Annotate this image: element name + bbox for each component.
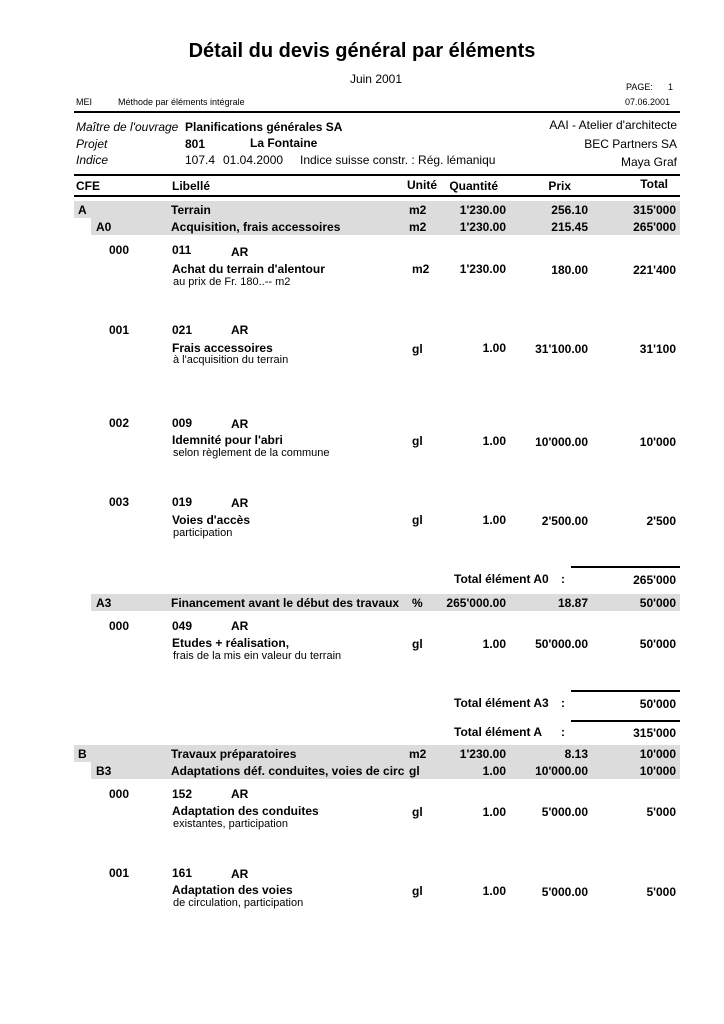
row-total: 315'000: [633, 203, 676, 217]
item-number: 003: [109, 495, 130, 509]
item-cfc: 011: [172, 243, 192, 257]
item-cfc: 152: [172, 787, 193, 801]
item-qty: 1'230.00: [459, 262, 506, 276]
item-qty: 1.00: [482, 341, 506, 355]
row-unit: gl: [409, 764, 420, 778]
page-label: PAGE:: [626, 82, 653, 92]
col-total: Total: [640, 177, 668, 191]
total-rule: [571, 690, 680, 692]
item-number: 001: [109, 866, 130, 880]
item-title: Adaptation des voies: [172, 883, 293, 897]
col-prix: Prix: [548, 179, 571, 193]
row-qty: 1'230.00: [459, 220, 506, 234]
index-desc: Indice suisse constr. : Rég. lémaniqu: [300, 153, 496, 167]
project-rule: [74, 174, 680, 176]
item-price: 10'000.00: [535, 435, 588, 449]
item-desc: frais de la mis ein valeur du terrain: [173, 650, 342, 662]
row-qty: 1.00: [482, 764, 506, 778]
item-price: 50'000.00: [535, 637, 588, 651]
item-number: 000: [109, 619, 130, 633]
item-total: 31'100: [639, 342, 676, 356]
item-qty: 1.00: [482, 637, 506, 651]
item-title: Frais accessoires: [172, 341, 273, 355]
item-flag: AR: [231, 245, 249, 259]
item-flag: AR: [231, 787, 249, 801]
item-total: 10'000: [639, 435, 676, 449]
item-price: 5'000.00: [541, 885, 588, 899]
item-qty: 1.00: [482, 805, 506, 819]
group-row-a: [74, 201, 680, 218]
item-price: 31'100.00: [535, 342, 588, 356]
method-name: Méthode par éléments intégrale: [118, 97, 245, 107]
header-rule: [74, 111, 680, 113]
item-unit: gl: [412, 637, 423, 651]
index-label: Indice: [76, 153, 109, 167]
item-unit: gl: [412, 805, 423, 819]
row-unit: m2: [409, 747, 427, 761]
item-number: 000: [109, 243, 130, 257]
engineer: BEC Partners SA: [584, 137, 677, 151]
method-code: MEI: [76, 97, 93, 107]
item-flag: AR: [231, 619, 249, 633]
item-flag: AR: [231, 867, 249, 881]
row-price: 10'000.00: [535, 764, 588, 778]
col-unite: Unité: [407, 178, 437, 192]
item-desc: au prix de Fr. 180..-- m2: [173, 276, 291, 288]
item-number: 002: [109, 416, 130, 430]
group-row-b: [74, 745, 680, 762]
row-qty: 1'230.00: [459, 747, 506, 761]
total-label: Total élément A0: [454, 572, 549, 586]
col-cfe: CFE: [76, 179, 100, 193]
item-desc: selon règlement de la commune: [173, 447, 330, 459]
row-price: 18.87: [557, 596, 588, 610]
item-cfc: 019: [172, 495, 193, 509]
total-label: Total élément A: [454, 725, 543, 739]
project-number: 801: [185, 137, 206, 151]
total-colon: :: [561, 725, 565, 739]
architect: AAI - Atelier d'architecte: [549, 118, 677, 132]
row-total: 10'000: [639, 764, 676, 778]
item-cfc: 021: [172, 323, 193, 337]
owner-value: Planifications générales SA: [185, 120, 343, 134]
item-qty: 1.00: [482, 434, 506, 448]
item-number: 001: [109, 323, 130, 337]
item-total: 50'000: [639, 637, 676, 651]
item-cfc: 049: [172, 619, 193, 633]
item-desc: de circulation, participation: [173, 897, 304, 909]
row-total: 50'000: [639, 596, 676, 610]
item-price: 180.00: [551, 263, 588, 277]
page-number: 1: [668, 82, 674, 92]
item-desc: participation: [173, 527, 233, 539]
row-label: Adaptations déf. conduites, voies de circ: [171, 764, 405, 778]
report-date: Juin 2001: [349, 72, 403, 86]
author: Maya Graf: [620, 155, 677, 169]
item-title: Etudes + réalisation,: [172, 636, 290, 650]
item-qty: 1.00: [482, 884, 506, 898]
row-price: 256.10: [551, 203, 588, 217]
total-rule: [571, 720, 680, 722]
row-unit: m2: [409, 203, 427, 217]
row-qty: 1'230.00: [459, 203, 506, 217]
project-name: La Fontaine: [250, 136, 318, 150]
item-unit: gl: [412, 342, 423, 356]
total-colon: :: [561, 572, 565, 586]
total-value: 265'000: [633, 573, 676, 587]
item-cfc: 161: [172, 866, 193, 880]
row-code: B: [78, 747, 87, 761]
row-unit: m2: [409, 220, 427, 234]
item-price: 5'000.00: [541, 805, 588, 819]
row-label: Financement avant le début des travaux: [171, 596, 400, 610]
item-number: 000: [109, 787, 130, 801]
row-code: B3: [96, 764, 112, 778]
index-value: 107.4: [185, 153, 216, 167]
item-total: 5'000: [646, 885, 676, 899]
row-code: A0: [96, 220, 112, 234]
item-unit: gl: [412, 434, 423, 448]
project-label: Projet: [76, 137, 108, 151]
row-total: 10'000: [639, 747, 676, 761]
item-title: Adaptation des conduites: [172, 804, 319, 818]
print-date: 07.06.2001: [625, 97, 671, 107]
owner-label: Maître de l'ouvrage: [76, 120, 179, 134]
col-libelle: Libellé: [172, 179, 211, 193]
index-date: 01.04.2000: [223, 153, 284, 167]
row-total: 265'000: [633, 220, 676, 234]
row-unit: %: [412, 596, 423, 610]
item-price: 2'500.00: [541, 514, 588, 528]
item-title: Achat du terrain d'alentour: [172, 262, 325, 276]
row-qty: 265'000.00: [446, 596, 506, 610]
item-flag: AR: [231, 417, 249, 431]
total-colon: :: [561, 696, 565, 710]
item-total: 2'500: [646, 514, 676, 528]
item-total: 221'400: [633, 263, 676, 277]
row-label: Acquisition, frais accessoires: [171, 220, 341, 234]
item-cfc: 009: [172, 416, 193, 430]
item-flag: AR: [231, 323, 249, 337]
total-value: 315'000: [633, 726, 676, 740]
item-flag: AR: [231, 496, 249, 510]
column-header-rule: [74, 195, 680, 197]
row-code: A3: [96, 596, 112, 610]
col-quantite: Quantité: [449, 179, 498, 193]
item-desc: à l'acquisition du terrain: [173, 354, 289, 366]
total-value: 50'000: [639, 697, 676, 711]
total-label: Total élément A3: [454, 696, 549, 710]
row-label: Travaux préparatoires: [171, 747, 297, 761]
item-desc: existantes, participation: [173, 818, 288, 830]
item-unit: m2: [412, 262, 430, 276]
row-label: Terrain: [171, 203, 211, 217]
item-qty: 1.00: [482, 513, 506, 527]
row-price: 215.45: [551, 220, 588, 234]
item-title: Voies d'accès: [172, 513, 251, 527]
row-code: A: [78, 203, 87, 217]
item-title: Idemnité pour l'abri: [172, 433, 283, 447]
row-price: 8.13: [564, 747, 588, 761]
item-unit: gl: [412, 884, 423, 898]
total-rule: [571, 566, 680, 568]
page-title: Détail du devis général par éléments: [188, 40, 536, 62]
item-unit: gl: [412, 513, 423, 527]
item-total: 5'000: [646, 805, 676, 819]
